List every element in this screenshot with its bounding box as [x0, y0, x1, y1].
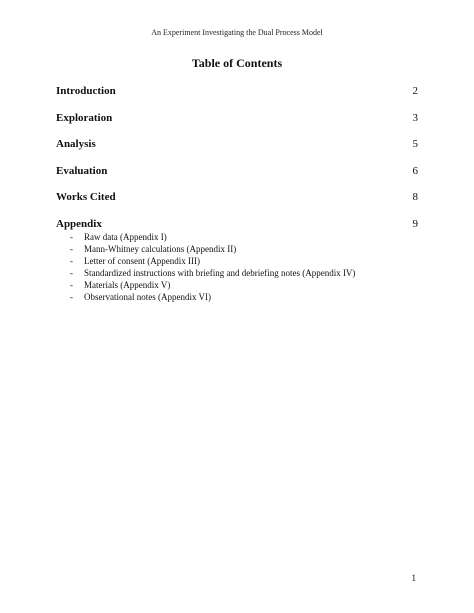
page-number: 1: [411, 573, 416, 583]
appendix-item-label: Materials (Appendix V): [84, 280, 171, 290]
toc-entry-label: Introduction: [56, 85, 116, 97]
appendix-item-label: Letter of consent (Appendix III): [84, 256, 200, 266]
toc-entry-page: 5: [412, 138, 418, 150]
list-dash: -: [70, 232, 73, 242]
toc-entry-label: Analysis: [56, 138, 96, 150]
toc-entry-page: 9: [412, 217, 418, 230]
appendix-item[interactable]: [70, 279, 418, 291]
list-dash: -: [70, 244, 73, 254]
appendix-item[interactable]: [70, 243, 418, 255]
toc-entry-page: 3: [412, 111, 418, 124]
toc-entry-introduction[interactable]: [56, 85, 418, 112]
toc-entry-label: Exploration: [56, 111, 113, 124]
list-dash: -: [70, 280, 73, 290]
list-dash: -: [70, 292, 73, 302]
toc-entry-page: 8: [412, 191, 418, 203]
appendix-item-label: Standardized instructions with briefing and debriefing notes (Appendix IV): [84, 268, 356, 278]
running-header: An Experiment Investigating the Dual Process Model: [151, 28, 323, 37]
appendix-item[interactable]: [70, 231, 418, 243]
appendix-item-label: Raw data (Appendix I): [84, 232, 167, 242]
toc-entry-label: Evaluation: [56, 164, 108, 177]
appendix-item[interactable]: [70, 255, 418, 267]
toc-entry-label: Works Cited: [56, 191, 116, 203]
toc-entry-works-cited[interactable]: [56, 191, 418, 218]
toc-entry-page: 2: [412, 85, 418, 97]
list-dash: -: [70, 256, 73, 266]
toc-title: Table of Contents: [191, 56, 283, 70]
appendix-item[interactable]: [70, 291, 418, 303]
list-dash: -: [70, 268, 73, 278]
toc-entry-analysis[interactable]: [56, 138, 418, 165]
appendix-sublist: [56, 231, 418, 303]
appendix-item[interactable]: [70, 267, 418, 279]
appendix-item-label: Mann-Whitney calculations (Appendix II): [84, 244, 237, 254]
toc-list: [56, 85, 418, 303]
appendix-item-label: Observational notes (Appendix VI): [84, 292, 212, 302]
toc-entry-exploration[interactable]: [56, 112, 418, 139]
toc-entry-evaluation[interactable]: [56, 165, 418, 192]
toc-entry-page: 6: [412, 164, 418, 177]
toc-entry-label: Appendix: [56, 217, 102, 230]
